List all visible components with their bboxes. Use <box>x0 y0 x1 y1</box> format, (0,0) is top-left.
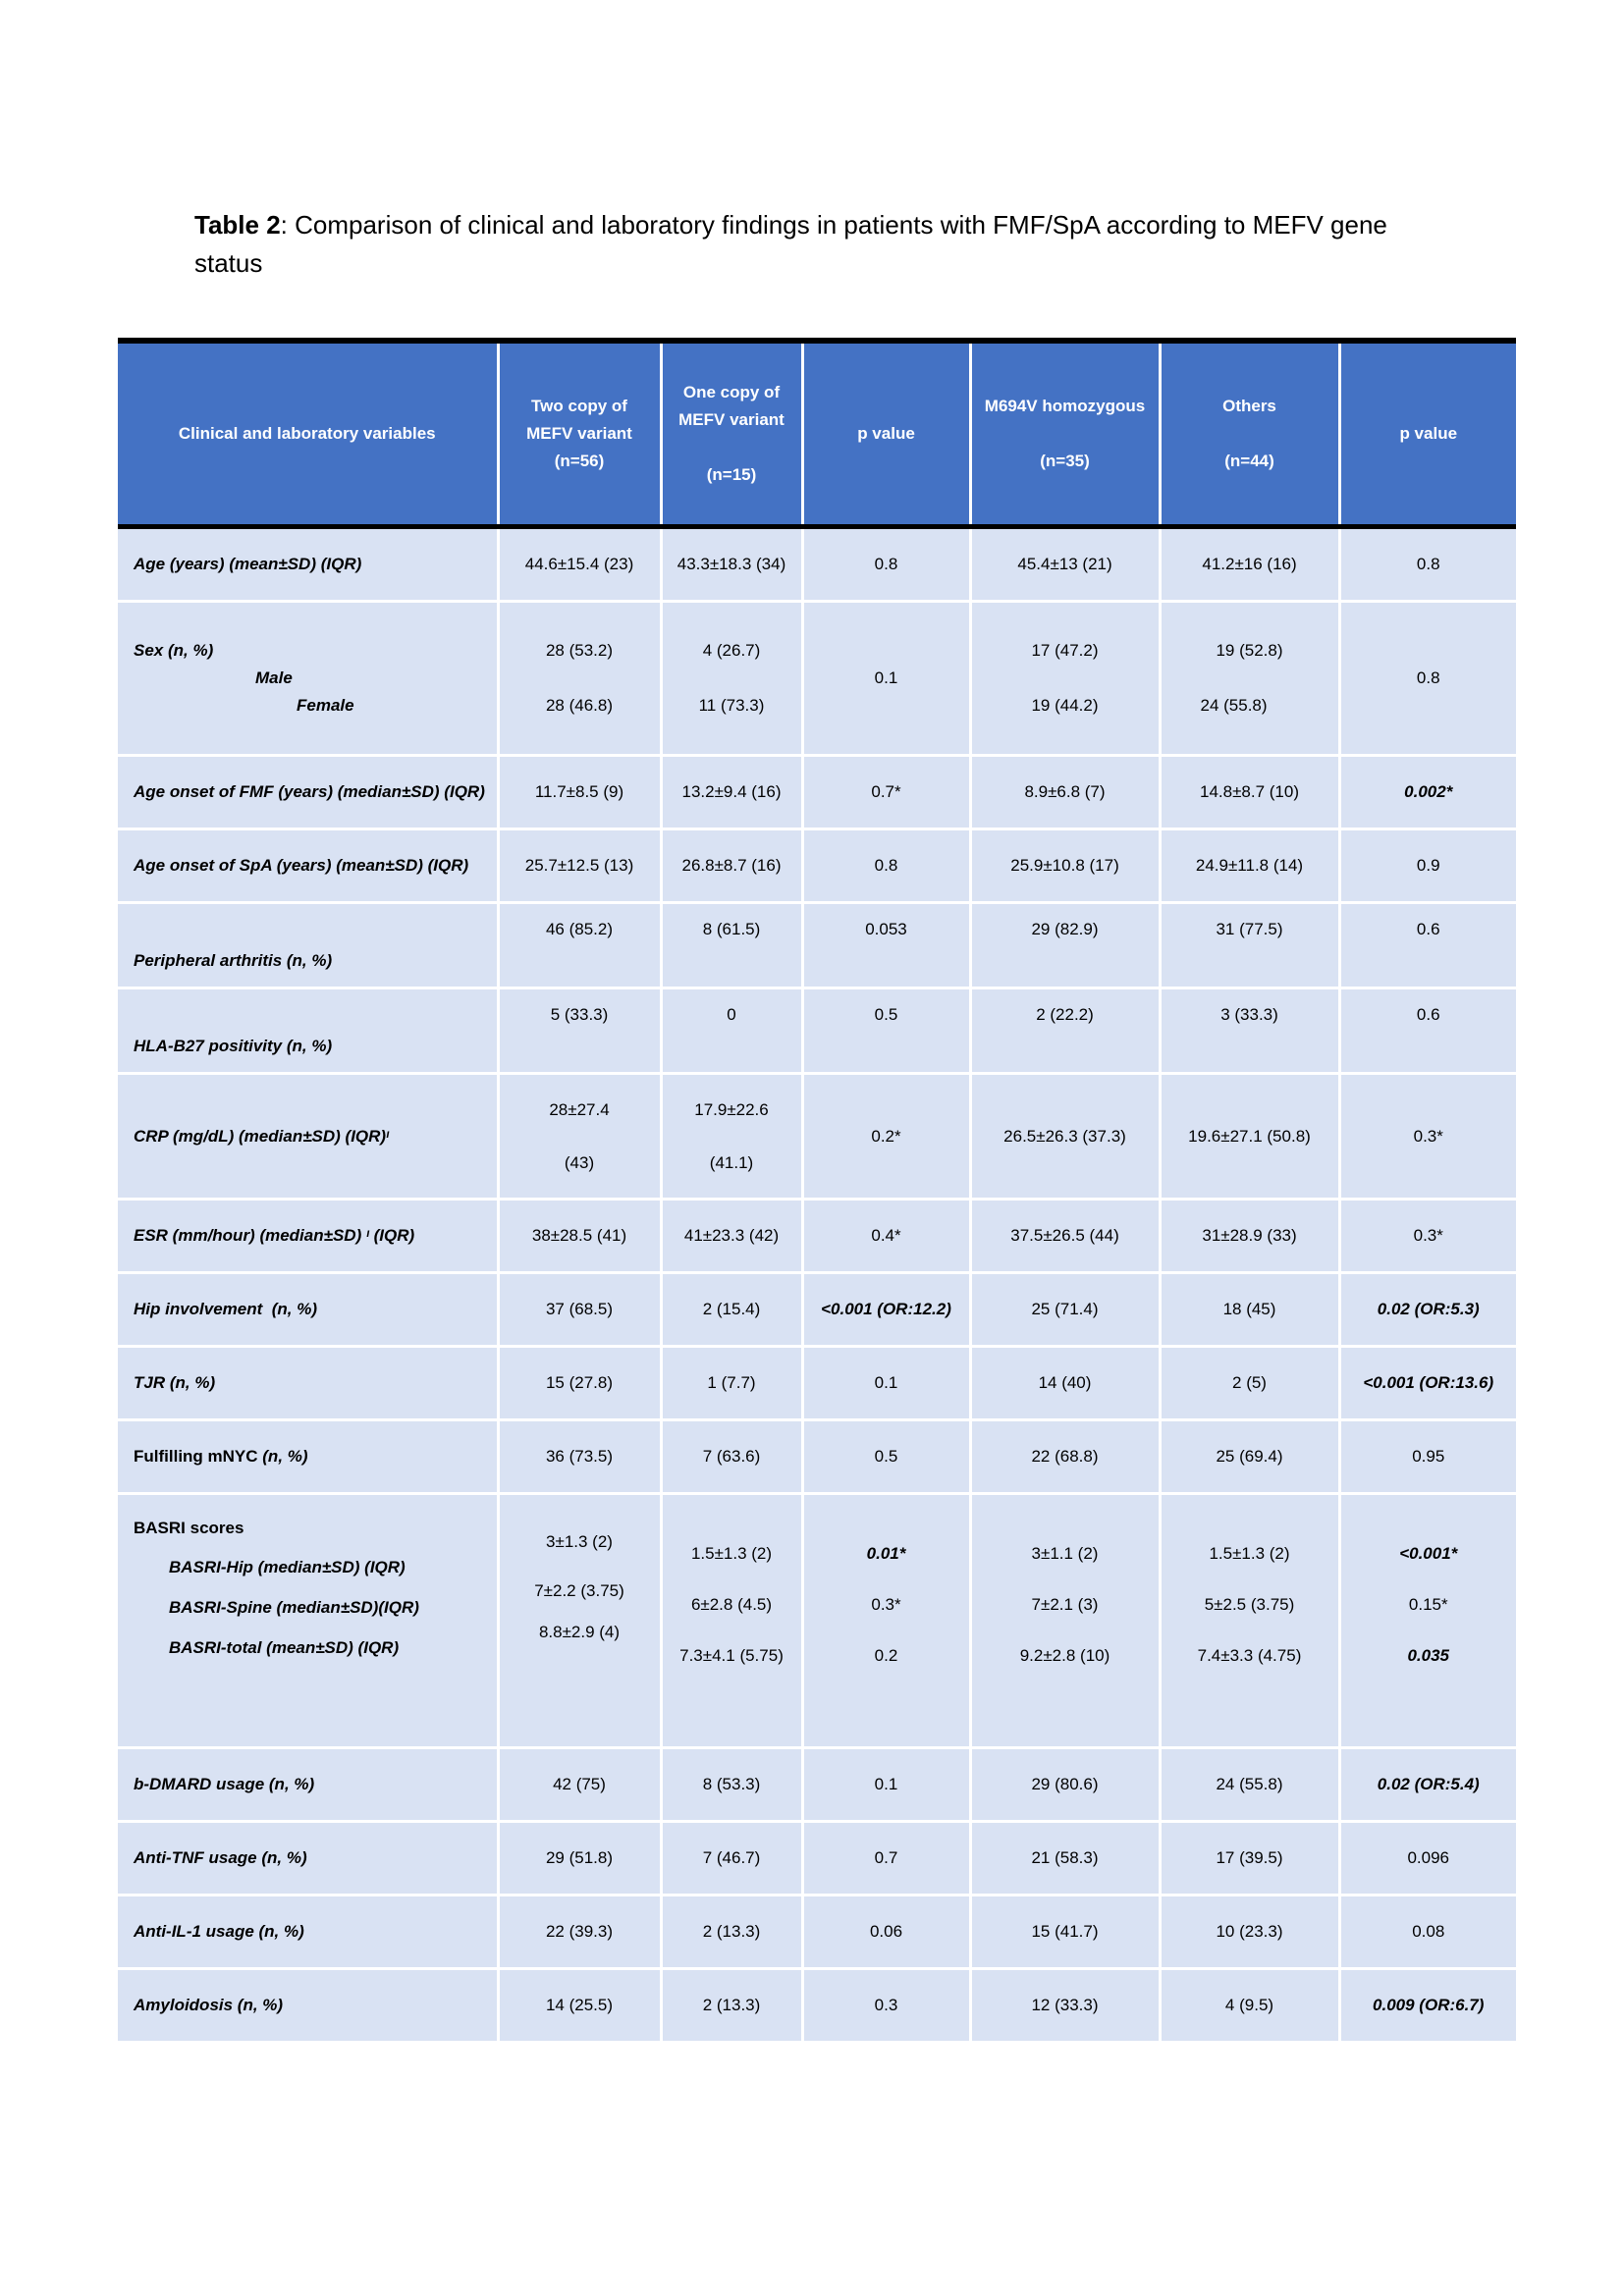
table-row <box>118 602 1516 756</box>
cell: 26.5±26.3 (37.3) <box>970 1074 1160 1200</box>
cell: 41±23.3 (42) <box>661 1200 802 1273</box>
cell: 0.08 <box>1339 1896 1516 1969</box>
cell: 43.3±18.3 (34) <box>661 527 802 602</box>
cell: 0.5 <box>802 988 970 1074</box>
row-label: Age onset of SpA (years) (mean±SD) (IQR) <box>118 829 498 903</box>
table-row <box>118 829 1516 903</box>
cell: 42 (75) <box>498 1748 661 1822</box>
row-label: ESR (mm/hour) (median±SD) ᶦ (IQR) <box>118 1200 498 1273</box>
cell: 17 (39.5) <box>1160 1822 1339 1896</box>
cell: 0 <box>661 988 802 1074</box>
table-row <box>118 527 1516 602</box>
row-label: Age onset of FMF (years) (median±SD) (IQR) <box>118 756 498 829</box>
cell: 14 (25.5) <box>498 1969 661 2043</box>
cell: 2 (15.4) <box>661 1273 802 1347</box>
cell: 1.5±1.3 (2) 6±2.8 (4.5) 7.3±4.1 (5.75) <box>661 1494 802 1748</box>
cell: 22 (39.3) <box>498 1896 661 1969</box>
cell: 21 (58.3) <box>970 1822 1160 1896</box>
cell: 0.9 <box>1339 829 1516 903</box>
row-label: Age (years) (mean±SD) (IQR) <box>118 527 498 602</box>
table-row <box>118 1347 1516 1420</box>
table-row <box>118 1494 1516 1748</box>
cell: 24.9±11.8 (14) <box>1160 829 1339 903</box>
cell: 37 (68.5) <box>498 1273 661 1347</box>
cell: 46 (85.2) <box>498 903 661 988</box>
table-header-row <box>118 341 1516 527</box>
cell: 15 (41.7) <box>970 1896 1160 1969</box>
cell: 10 (23.3) <box>1160 1896 1339 1969</box>
cell: 2 (13.3) <box>661 1969 802 2043</box>
cell: 0.1 <box>802 1347 970 1420</box>
caption-text: : Comparison of clinical and laboratory findings in patients with FMF/SpA according to MEFV gene status <box>194 210 1387 278</box>
cell: 4 (26.7) 11 (73.3) <box>661 602 802 756</box>
header-one-copy: One copy of MEFV variant (n=15) <box>661 341 802 527</box>
cell: 1 (7.7) <box>661 1347 802 1420</box>
table-row <box>118 1822 1516 1896</box>
cell: 31 (77.5) <box>1160 903 1339 988</box>
cell: 0.4* <box>802 1200 970 1273</box>
header-m694v: M694V homozygous (n=35) <box>970 341 1160 527</box>
cell: 38±28.5 (41) <box>498 1200 661 1273</box>
cell: 17 (47.2) 19 (44.2) <box>970 602 1160 756</box>
row-label: Hip involvement (n, %) <box>118 1273 498 1347</box>
cell: 0.002* <box>1339 756 1516 829</box>
row-label: Anti-IL-1 usage (n, %) <box>118 1896 498 1969</box>
cell: 0.01* 0.3* 0.2 <box>802 1494 970 1748</box>
cell: 0.053 <box>802 903 970 988</box>
cell: 19.6±27.1 (50.8) <box>1160 1074 1339 1200</box>
table-row <box>118 1748 1516 1822</box>
row-label: b-DMARD usage (n, %) <box>118 1748 498 1822</box>
table-row <box>118 1420 1516 1494</box>
basri-spine-label: BASRI-Spine (median±SD)(IQR) <box>169 1598 419 1617</box>
cell: 29 (82.9) <box>970 903 1160 988</box>
cell: 45.4±13 (21) <box>970 527 1160 602</box>
cell: 44.6±15.4 (23) <box>498 527 661 602</box>
cell: 19 (52.8) 24 (55.8) <box>1160 602 1339 756</box>
cell: 17.9±22.6 (41.1) <box>661 1074 802 1200</box>
sex-male-label: Male <box>255 668 293 687</box>
cell: 2 (22.2) <box>970 988 1160 1074</box>
cell: 41.2±16 (16) <box>1160 527 1339 602</box>
cell: 37.5±26.5 (44) <box>970 1200 1160 1273</box>
table-row <box>118 1896 1516 1969</box>
row-label: Peripheral arthritis (n, %) <box>118 903 498 988</box>
cell: 5 (33.3) <box>498 988 661 1074</box>
cell: 0.5 <box>802 1420 970 1494</box>
row-label: HLA-B27 positivity (n, %) <box>118 988 498 1074</box>
cell: 14 (40) <box>970 1347 1160 1420</box>
cell: 0.009 (OR:6.7) <box>1339 1969 1516 2043</box>
table-row <box>118 988 1516 1074</box>
cell: 3 (33.3) <box>1160 988 1339 1074</box>
table-row <box>118 1074 1516 1200</box>
row-label: TJR (n, %) <box>118 1347 498 1420</box>
header-p-value-1: p value <box>802 341 970 527</box>
cell: 0.8 <box>1339 527 1516 602</box>
header-variables: Clinical and laboratory variables <box>118 341 498 527</box>
row-label <box>118 1494 498 1748</box>
cell: 0.6 <box>1339 988 1516 1074</box>
cell: 7 (46.7) <box>661 1822 802 1896</box>
cell: 0.06 <box>802 1896 970 1969</box>
cell: 0.8 <box>802 829 970 903</box>
cell: 0.6 <box>1339 903 1516 988</box>
cell: 36 (73.5) <box>498 1420 661 1494</box>
cell: 2 (13.3) <box>661 1896 802 1969</box>
cell: <0.001* 0.15* 0.035 <box>1339 1494 1516 1748</box>
cell: 13.2±9.4 (16) <box>661 756 802 829</box>
cell: 3±1.3 (2) 7±2.2 (3.75) 8.8±2.9 (4) <box>498 1494 661 1748</box>
table-row <box>118 1200 1516 1273</box>
cell: 25.7±12.5 (13) <box>498 829 661 903</box>
cell: 11.7±8.5 (9) <box>498 756 661 829</box>
cell: 0.8 <box>1339 602 1516 756</box>
cell: 3±1.1 (2) 7±2.1 (3) 9.2±2.8 (10) <box>970 1494 1160 1748</box>
cell: 31±28.9 (33) <box>1160 1200 1339 1273</box>
cell: 2 (5) <box>1160 1347 1339 1420</box>
cell: 28±27.4 (43) <box>498 1074 661 1200</box>
cell: 0.8 <box>802 527 970 602</box>
cell: 14.8±8.7 (10) <box>1160 756 1339 829</box>
table-row <box>118 903 1516 988</box>
caption-label: Table 2 <box>194 210 281 240</box>
basri-total-label: BASRI-total (mean±SD) (IQR) <box>169 1638 400 1657</box>
cell: 22 (68.8) <box>970 1420 1160 1494</box>
cell: <0.001 (OR:13.6) <box>1339 1347 1516 1420</box>
row-label: Fulfilling mNYC (n, %) <box>118 1420 498 1494</box>
cell: 4 (9.5) <box>1160 1969 1339 2043</box>
cell: 0.02 (OR:5.4) <box>1339 1748 1516 1822</box>
cell: 29 (51.8) <box>498 1822 661 1896</box>
cell: 8 (61.5) <box>661 903 802 988</box>
row-label: Anti-TNF usage (n, %) <box>118 1822 498 1896</box>
cell: 0.1 <box>802 602 970 756</box>
cell: 0.95 <box>1339 1420 1516 1494</box>
cell: 0.02 (OR:5.3) <box>1339 1273 1516 1347</box>
sex-label: Sex (n, %) <box>134 641 214 660</box>
header-others: Others (n=44) <box>1160 341 1339 527</box>
cell: 8 (53.3) <box>661 1748 802 1822</box>
table-row <box>118 1969 1516 2043</box>
cell: 0.3 <box>802 1969 970 2043</box>
cell: 0.1 <box>802 1748 970 1822</box>
table-row <box>118 1273 1516 1347</box>
cell: 0.096 <box>1339 1822 1516 1896</box>
header-two-copy: Two copy of MEFV variant (n=56) <box>498 341 661 527</box>
cell: 12 (33.3) <box>970 1969 1160 2043</box>
row-label: Amyloidosis (n, %) <box>118 1969 498 2043</box>
cell: 0.7* <box>802 756 970 829</box>
cell: 0.2* <box>802 1074 970 1200</box>
row-label: CRP (mg/dL) (median±SD) (IQR)ᶦ <box>118 1074 498 1200</box>
basri-hip-label: BASRI-Hip (median±SD) (IQR) <box>169 1558 406 1576</box>
cell: 8.9±6.8 (7) <box>970 756 1160 829</box>
cell: <0.001 (OR:12.2) <box>802 1273 970 1347</box>
cell: 26.8±8.7 (16) <box>661 829 802 903</box>
cell: 25.9±10.8 (17) <box>970 829 1160 903</box>
cell: 0.3* <box>1339 1200 1516 1273</box>
cell: 15 (27.8) <box>498 1347 661 1420</box>
cell: 1.5±1.3 (2) 5±2.5 (3.75) 7.4±3.3 (4.75) <box>1160 1494 1339 1748</box>
cell: 29 (80.6) <box>970 1748 1160 1822</box>
table-row <box>118 756 1516 829</box>
cell: 25 (71.4) <box>970 1273 1160 1347</box>
row-label <box>118 602 498 756</box>
cell: 7 (63.6) <box>661 1420 802 1494</box>
comparison-table <box>118 338 1516 2044</box>
basri-heading: BASRI scores <box>134 1519 244 1537</box>
cell: 25 (69.4) <box>1160 1420 1339 1494</box>
table-caption <box>194 206 1432 283</box>
cell: 0.3* <box>1339 1074 1516 1200</box>
cell: 24 (55.8) <box>1160 1748 1339 1822</box>
cell: 28 (53.2) 28 (46.8) <box>498 602 661 756</box>
cell: 18 (45) <box>1160 1273 1339 1347</box>
header-p-value-2: p value <box>1339 341 1516 527</box>
sex-female-label: Female <box>297 696 354 715</box>
cell: 0.7 <box>802 1822 970 1896</box>
